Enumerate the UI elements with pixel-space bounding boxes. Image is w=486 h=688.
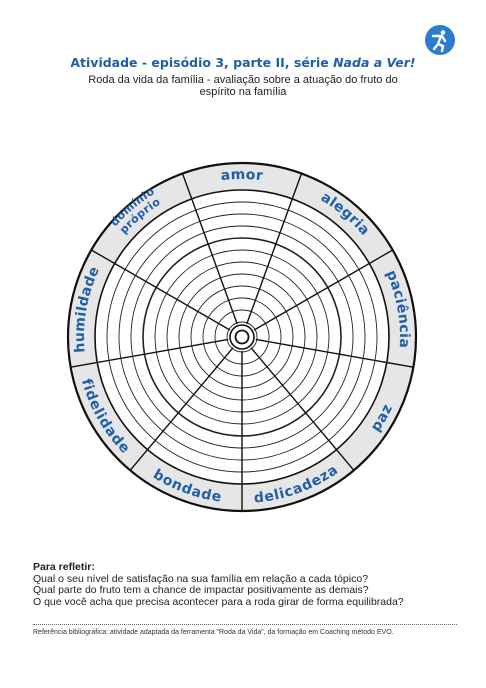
- segment-label-path: delicadeza: [253, 461, 342, 507]
- reflection-question: Qual o seu nível de satisfação na sua família em relação a cada tópico?: [33, 572, 369, 585]
- reflection-question: O que você acha que precisa acontecer para a roda girar de forma equilibrada?: [33, 595, 404, 608]
- segment-label-path: paz: [367, 401, 397, 435]
- series-name: Nada a Ver!: [333, 55, 416, 70]
- bibliographic-reference: Referência bibliográfica: atividade adaptada da ferramenta “Roda da Vida”, da formação em Coaching método EVO.: [33, 629, 394, 636]
- segment-label-path: humildade: [71, 263, 104, 354]
- segment-label-path: amor: [219, 166, 265, 185]
- segment-label-path: fidelidade: [77, 377, 134, 457]
- reflection-section: [33, 562, 404, 608]
- segment-label-path: próprio: [117, 194, 163, 237]
- title-prefix: Atividade - episódio 3, parte II, série: [70, 55, 334, 70]
- segment-label-path: alegria: [317, 189, 373, 239]
- segment-label-path: bondade: [150, 466, 223, 506]
- segment-label-path: paciência: [382, 268, 413, 349]
- reflection-question: Qual parte do fruto tem a chance de impactar positivamente as demais?: [33, 584, 369, 596]
- page-subtitle: Roda da vida da família - avaliação sobre a atuação do fruto do espírito na família: [88, 74, 398, 98]
- segment-label: [220, 167, 264, 184]
- reflection-heading: Para refletir:: [33, 561, 95, 573]
- hub-inner: [236, 331, 249, 344]
- footer-divider: [33, 624, 457, 625]
- segment-label-path: domínio: [107, 184, 157, 229]
